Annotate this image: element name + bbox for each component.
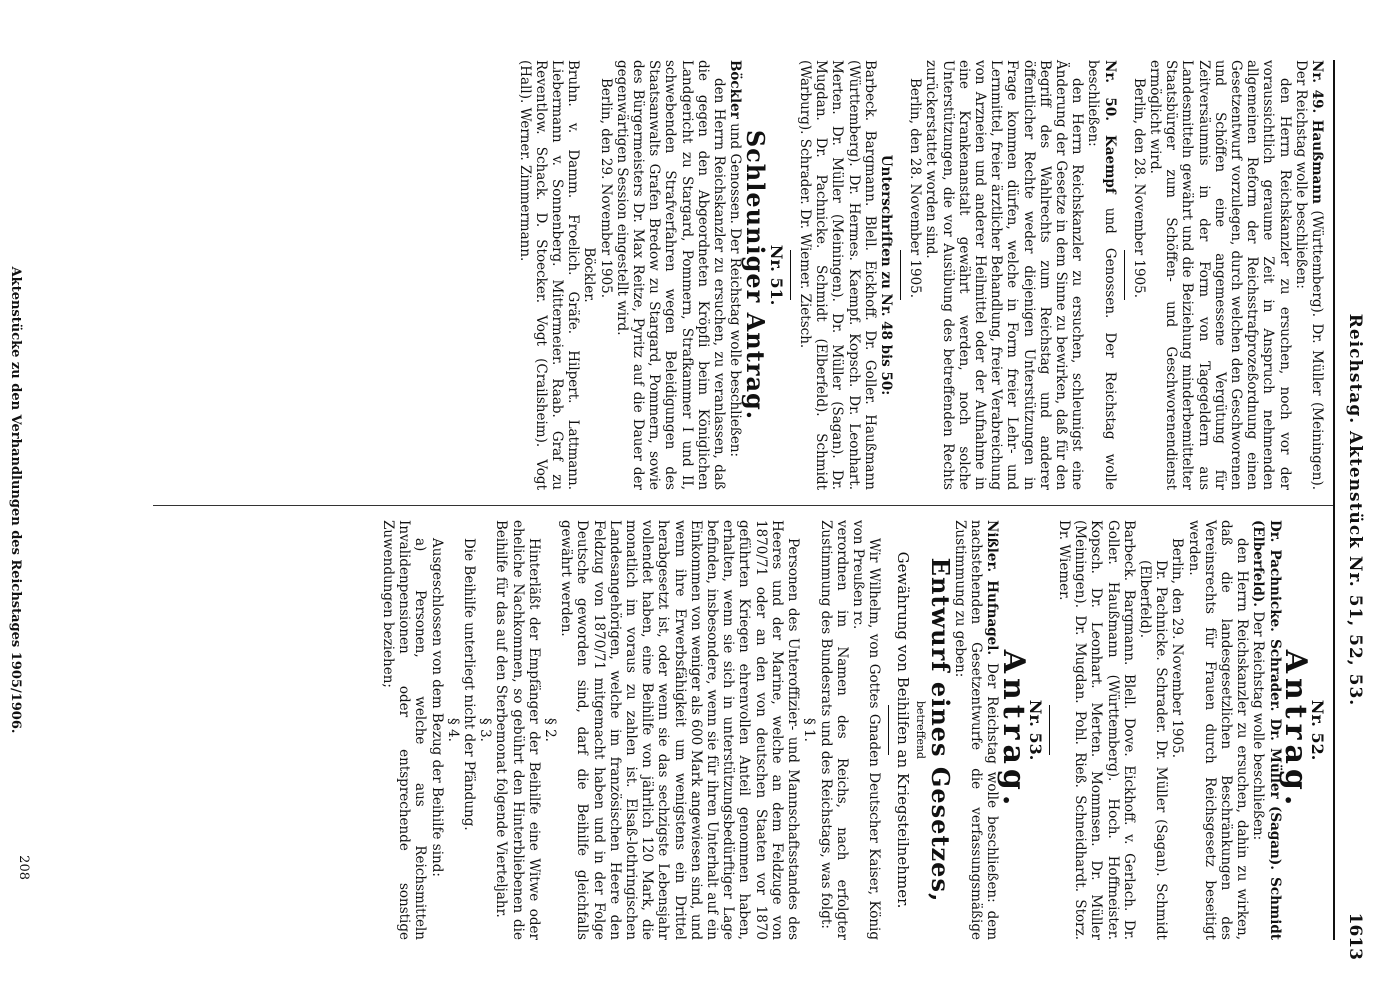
section-4-item-a: a) Personen, welche aus Reichsmitteln Invalidenpensionen oder entsprechende sonstige Zuwendungen beziehen;	[380, 520, 429, 940]
nr51-signer: Böckler.	[581, 247, 598, 303]
section-3-heading: § 3.	[477, 718, 494, 742]
nr53-number: Nr. 53.	[1025, 699, 1045, 761]
page-footer	[8, 60, 31, 940]
section-3-text: Die Beihilfe unterliegt nicht der Pfändung.	[461, 538, 478, 831]
footer-page-number: 208	[16, 855, 31, 880]
nr51-body: den Herrn Reichskanzler zu ersuchen, zu veranlassen, daß die gegen den Abgeordneten Kröpfli beim Königlichen Landgericht zu Stargard, Pommern, Strafkammer I und II, schwebenden Strafverfahren wegen Beleidigungen des Staatsanwalts Grafen Bredow zu Stargard, Pommern, sowie des Bürgermeisters Dr. Max Reitze, Pyritz auf die Dauer der gegenwärtigen Session eingestellt wird.	[613, 60, 728, 490]
page-number: 1613	[1345, 912, 1365, 960]
nr49-block	[1293, 60, 1325, 490]
bill-subject: Gewährung von Beihilfen an Kriegsteilnehmer.	[894, 551, 913, 909]
section-4-heading: § 4.	[444, 718, 461, 742]
divider	[1124, 250, 1125, 300]
nr52-number: Nr. 52.	[1308, 699, 1327, 761]
nr52-signers: Dr. Pachnicke. Schrader. Dr. Müller (Sagan). Schmidt (Elberfeld).	[1136, 560, 1170, 940]
bill-preamble: Wir Wilhelm, von Gottes Gnaden Deutscher Kaiser, König von Preußen rc.	[849, 520, 883, 940]
right-column	[380, 520, 1325, 940]
page-header	[1339, 60, 1365, 960]
section-2-heading: § 2.	[542, 718, 559, 742]
nr50-body: den Herrn Reichskanzler zu ersuchen, schleunigst eine Änderung der Gesetze in dem Sinne zu bewirken, daß für den Begriff des Wahlrechts zum Reichstag und anderer öffentlicher Rechte weder diejenigen Unterstützungen in Frage kommen dürfen, welche in Form freier Lehr- und Lernmittel, freier ärztlicher Behandlung, freier Verabreichung von Arzneien und anderer Heilmittel oder der Aufnahme in eine Krankenanstalt gewährt werden, noch solche Unterstützungen, die vor Ausübung des betreffenden Rechts zurückerstattet worden sind.	[923, 60, 1086, 490]
footer-text: Aktenstücke zu den Verhandlungen des Reichstages 1905/1906.	[8, 266, 23, 734]
section-4-text: Ausgeschlossen von dem Bezug der Beihilfe sind:	[428, 538, 445, 877]
nr53-title: Antrag.	[995, 649, 1031, 811]
nr53-block	[952, 520, 1001, 940]
bill-preamble-2: verordnen im Namen des Reichs, nach erfolgter Zustimmung des Bundesrats und des Reichstags, was folgt:	[817, 520, 850, 940]
header-rule	[1333, 60, 1335, 940]
left-column	[516, 60, 1325, 490]
nr52-title: Antrag.	[1277, 649, 1313, 811]
nr52-block	[1250, 520, 1282, 940]
nr49-body: den Herrn Reichskanzler zu ersuchen, noch vor der voraussichtlich geraume Zeit in Anspruch nehmenden allgemeinen Reform der Reichsstrafprozeßordnung einen Gesetzentwurf vorzulegen, durch welchen den Geschworenen und Schöffen eine angemessene Vergütung für Zeitversäumnis in der Form von Tagegeldern aus Landesmitteln gewährt und die Beiziehung minderbemittelter Staatsbürger zum Schöffen- und Geschworenendienst ermöglicht wird.	[1146, 60, 1293, 490]
nr49-name: Haußmann	[1309, 119, 1325, 204]
nr51-title: Schleuniger Antrag.	[741, 129, 771, 421]
nr51-cosigners: Bruhn. v. Damm. Froelich. Gräfe. Hilpert. Lattmann. Liebermann v. Sonnenberg. Mittermeier. Raab. Graf zu Reventlow. Schack. D. Stoecker. Vogt (Crailsheim). Vogt (Hall). Werner. Zimmermann.	[516, 60, 582, 490]
divider	[900, 250, 901, 300]
nr52-body: den Herrn Reichskanzler zu ersuchen, dahin zu wirken, daß die landesgesetzlichen Beschränkungen des Vereinsrechts für Frauen durch Reichsgesetz beseitigt werden.	[1185, 520, 1251, 940]
nr52-date: Berlin, den 29. November 1905.	[1169, 538, 1186, 759]
section-1-text: Personen des Unteroffizier- und Mannschaftsstandes des Heeres und der Marine, welche an dem Feldzuge von 1870/71 oder an den von deutschen Staaten vor 1870 geführten Kriegen ehrenvollen Anteil genommen haben, erhalten, wenn sie sich in unterstützungsbedürftiger Lage befinden, insbesondere, wenn sie für ihren Unterhalt auf ein Einkommen von weniger als 600 Mark angewiesen sind, und wenn ihre Erwerbsfähigkeit um wenigstens ein Drittel herabgesetzt ist, oder wenn sie das sechzigste Lebensjahr vollendet haben, eine Beihilfe von jährlich 120 Mark, die monatlich im voraus zu zahlen ist. Elsaß-lothringischen Landesangehörigen, welche im französischen Heere den Feldzug von 1870/71 mitgemacht haben und in der Folge Deutsche geworden sind, darf die Beihilfe gleichfalls gewährt werden.	[558, 520, 802, 940]
section-1-heading: § 1.	[801, 718, 818, 742]
nr50-number: Nr. 50.	[1101, 60, 1118, 121]
section-2-text: Hinterläßt der Empfänger der Beihilfe eine Witwe oder eheliche Nachkommen, so gebührt den Hinterbliebenen die Beihilfe für das auf den Sterbemonat folgende Vierteljahr.	[493, 520, 542, 940]
nr51-block	[727, 60, 743, 490]
nr50-name: Kaempf	[1101, 135, 1118, 194]
nr53-intro: Der Reichstag wolle beschließen: dem nachstehenden Gesetzentwurfe die verfassungsmäßige Zustimmung zu geben:	[951, 520, 1001, 940]
signatures-names: Barbeck. Bargmann. Blell. Eickhoff. Dr. Goller. Haußmann (Württemberg). Dr. Hermes. Kaempf. Kopsch. Dr. Leonhart. Merten. Dr. Müller (Meiningen). Dr. Müller (Sagan). Dr. Mugdan. Dr. Pachnicke. Schmidt (Elberfeld). Schmidt (Warburg). Schrader. Dr. Wiemer. Zietsch.	[796, 60, 878, 490]
bill-betreffend: betreffend	[913, 700, 927, 760]
header-title: Reichstag. Aktenstück Nr. 51, 52, 53.	[1345, 313, 1365, 707]
nr52-names: Dr. Pachnicke. Schrader. Dr. Müller (Sagan). Schmidt (Elberfeld).	[1250, 520, 1283, 940]
signatures-title: Unterschriften zu Nr. 48 bis 50:	[877, 154, 894, 396]
nr50-date: Berlin, den 28. November 1905.	[907, 78, 924, 299]
nr49-date: Berlin, den 28. November 1905.	[1130, 78, 1147, 299]
nr51-name: Böckler	[727, 60, 744, 119]
nr51-intro: und Genossen. Der Reichstag wolle beschließen:	[727, 123, 744, 458]
nr53-names: Nißler. Hufnagel.	[984, 520, 1001, 656]
nr50-intro: und Genossen. Der Reichstag wolle beschließen:	[1085, 60, 1118, 490]
nr52-cosigners: Barbeck. Bargmann. Blell. Dove. Eickhoff. v. Gerlach. Dr. Goller. Haußmann (Württemberg). Hoch. Hoffmeister. Kopsch. Dr. Leonhart. Merten. Mommsen. Dr. Müller (Meiningen). Dr. Mugdan. Pohl. Rieß. Schneidhardt. Storz. Dr. Wiemer.	[1055, 520, 1137, 940]
nr50-block	[1085, 60, 1117, 490]
bill-title: Entwurf eines Gesetzes,	[925, 557, 955, 903]
column-divider	[153, 505, 1333, 506]
divider	[790, 250, 791, 300]
nr51-date: Berlin, den 29. November 1905.	[597, 78, 614, 299]
nr51-number: Nr. 51.	[766, 244, 786, 306]
divider	[888, 705, 889, 755]
nr49-number: Nr. 49.	[1309, 60, 1325, 114]
nr52-intro: Der Reichstag wolle beschließen:	[1250, 611, 1267, 841]
divider	[1049, 705, 1050, 755]
nr49-intro: (Württemberg). Dr. Müller (Meiningen). Der Reichstag wolle beschließen:	[1292, 60, 1325, 490]
